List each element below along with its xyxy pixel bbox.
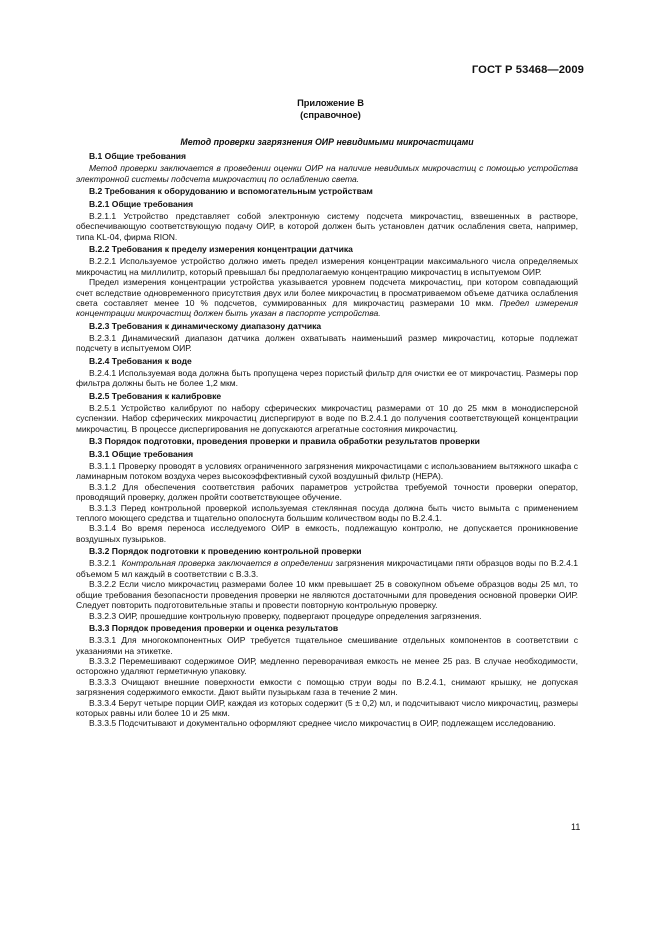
paragraph: В.3.1.3 Перед контрольной проверкой используемая стеклянная посуда должна быть чисто вымыта с применением теплого моющего средства и тщательно ополоснута большим количеством воды по В.2.4.1.: [76, 502, 578, 524]
paragraph: [76, 558, 578, 579]
paragraph: В.2.3.1 Динамический диапазон датчика должен охватывать наименьший размер микрочастиц, которые подлежат подсчету в испытуемом ОИР.: [76, 333, 578, 354]
paragraph: В.3.1.4 Во время переноса исследуемого ОИР в емкость, подлежащую контролю, не допускается проникновение воздушных пузырьков.: [76, 523, 578, 544]
subsection-heading: В.2.4 Требования к воде: [89, 356, 192, 367]
subsection-heading: В.2.2 Требования к пределу измерения концентрации датчика: [89, 244, 353, 255]
subsection-heading: В.3.2 Порядок подготовки к проведению контрольной проверки: [89, 546, 362, 557]
paragraph-text: Предел измерения концентрации устройства указывается уровнем подсчета микрочастиц, при котором совпадающий счет вследствие одновременного присутствия двух или более микрочастиц в просматриваемом объеме датчика ослабления света составляет менее 10 % подсчетов, суммированных для микрочастиц размерами 10 мкм.: [76, 277, 578, 309]
paragraph: В.3.3.1 Для многокомпонентных ОИР требуется тщательное смешивание отдельных компонентов в соответствии с указаниями на этикетке.: [76, 635, 578, 656]
subsection-heading: В.2.3 Требования к динамическому диапазону датчика: [89, 321, 322, 332]
paragraph: В.3.1.1 Проверку проводят в условиях ограниченного загрязнения микрочастицами с использованием вытяжного шкафа с ламинарным потоком воздуха через высокоэффективный сухой воздушный фильтр (НЕРА).: [76, 461, 578, 482]
paragraph: В.2.2.1 Используемое устройство должно иметь предел измерения концентрации максимального числа определяемых микрочастиц на миллилитр, который превышал бы предполагаемую концентрацию микрочастиц в испытуемом ОИР.: [76, 256, 578, 277]
paragraph: В.3.1.2 Для обеспечения соответствия рабочих параметров устройства требуемой точности проверки оператор, проводящий проверку, должен пройти соответствующее обучение.: [76, 481, 578, 503]
subsection-heading: В.2.5 Требования к калибровке: [89, 391, 222, 402]
subsection-heading: В.3.1 Общие требования: [89, 449, 194, 460]
paragraph-italic-text: Предел измерения концентрации микрочастиц должен быть указан в паспорте устройства.: [76, 298, 578, 319]
paragraph: В.3.3.4 Берут четыре порции ОИР, каждая из которых содержит (5 ± 0,2) мл, и подсчитывают число микрочастиц, размеры которых равны или более 10 и 25 мкм.: [76, 697, 578, 718]
section-heading: В.1 Общие требования: [89, 151, 187, 162]
section-heading: В.2 Требования к оборудованию и вспомогательным устройствам: [89, 186, 373, 197]
section-heading: В.3 Порядок подготовки, проведения проверки и правила обработки результатов проверки: [89, 436, 480, 447]
paragraph: В.3.2.3 ОИР, прошедшие контрольную проверку, подвергают процедуре определения загрязнения.: [89, 610, 482, 621]
paragraph: В.3.3.2 Перемешивают содержимое ОИР, медленно переворачивая емкость не менее 25 раз. В случае необходимости, осторожно удаляют герметичную упаковку.: [76, 655, 578, 677]
paragraph: Метод проверки заключается в проведении оценки ОИР на наличие невидимых микрочастиц с помощью устройства электронной системы подсчета микрочастиц по ослаблению света.: [76, 163, 578, 184]
paragraph: В.2.4.1 Используемая вода должна быть пропущена через пористый фильтр для очистки ее от микрочастиц. Размеры пор фильтра должны быть не более 1,2 мкм.: [76, 368, 578, 389]
page-number: 11: [571, 822, 581, 832]
paragraph: В.3.2.2 Если число микрочастиц размерами более 10 мкм превышает 25 в совокупном объеме образцов воды 25 мл, то общие требования безопасности проведения проверки не являются достаточными для проведения основной проверки ОИР. Следует повторить подготовительные этапы и провести повторную контрольную проверку.: [76, 579, 578, 611]
appendix-subtitle: (справочное): [300, 110, 361, 120]
paragraph-text: загрязнения микрочастицами пяти образцов воды по В.2.4.1 объемом 5 мл каждый в соответствии с В.3.3.: [76, 558, 579, 579]
paragraph: В.2.1.1 Устройство представляет собой электронную систему подсчета микрочастиц, взвешенных в растворе, обеспечивающую соответствующую подачу ОИР, в которой должен быть установлен датчик ослабления света, например, типа KL-04, фирма RION.: [76, 211, 578, 242]
document-body: [76, 137, 578, 729]
appendix-title: Приложение В: [297, 98, 364, 108]
clause-number: В.3.2.1: [89, 558, 117, 569]
paragraph: В.3.3.5 Подсчитывают и документально оформляют среднее число микрочастиц в ОИР, подлежащем исследованию.: [89, 718, 556, 729]
subsection-heading: В.2.1 Общие требования: [89, 199, 194, 209]
document-title: Метод проверки загрязнения ОИР невидимыми микрочастицами: [180, 137, 474, 147]
paragraph: [76, 277, 578, 319]
subsection-heading: В.3.3 Порядок проведения проверки и оценка результатов: [89, 623, 339, 634]
standard-number: ГОСТ Р 53468—2009: [471, 64, 584, 76]
paragraph-italic-text: Контрольная проверка заключается в определении: [121, 558, 333, 569]
paragraph: В.3.3.3 Очищают внешние поверхности емкости с помощью струи воды по В.2.4.1, снимают крышку, не допуская загрязнения содержимого емкости. Дают выйти пузырькам газа в течение 2 мин.: [76, 676, 578, 698]
paragraph: В.2.5.1 Устройство калибруют по набору сферических микрочастиц размерами от 10 до 25 мкм в монодисперсной суспензии. Набор сферических микрочастиц диспергируют в воде по В.2.4.1 до получения соответствующей концентрации микрочастиц. В процессе диспергирования не допускаются агрегатные состояния микрочастиц.: [76, 403, 578, 434]
